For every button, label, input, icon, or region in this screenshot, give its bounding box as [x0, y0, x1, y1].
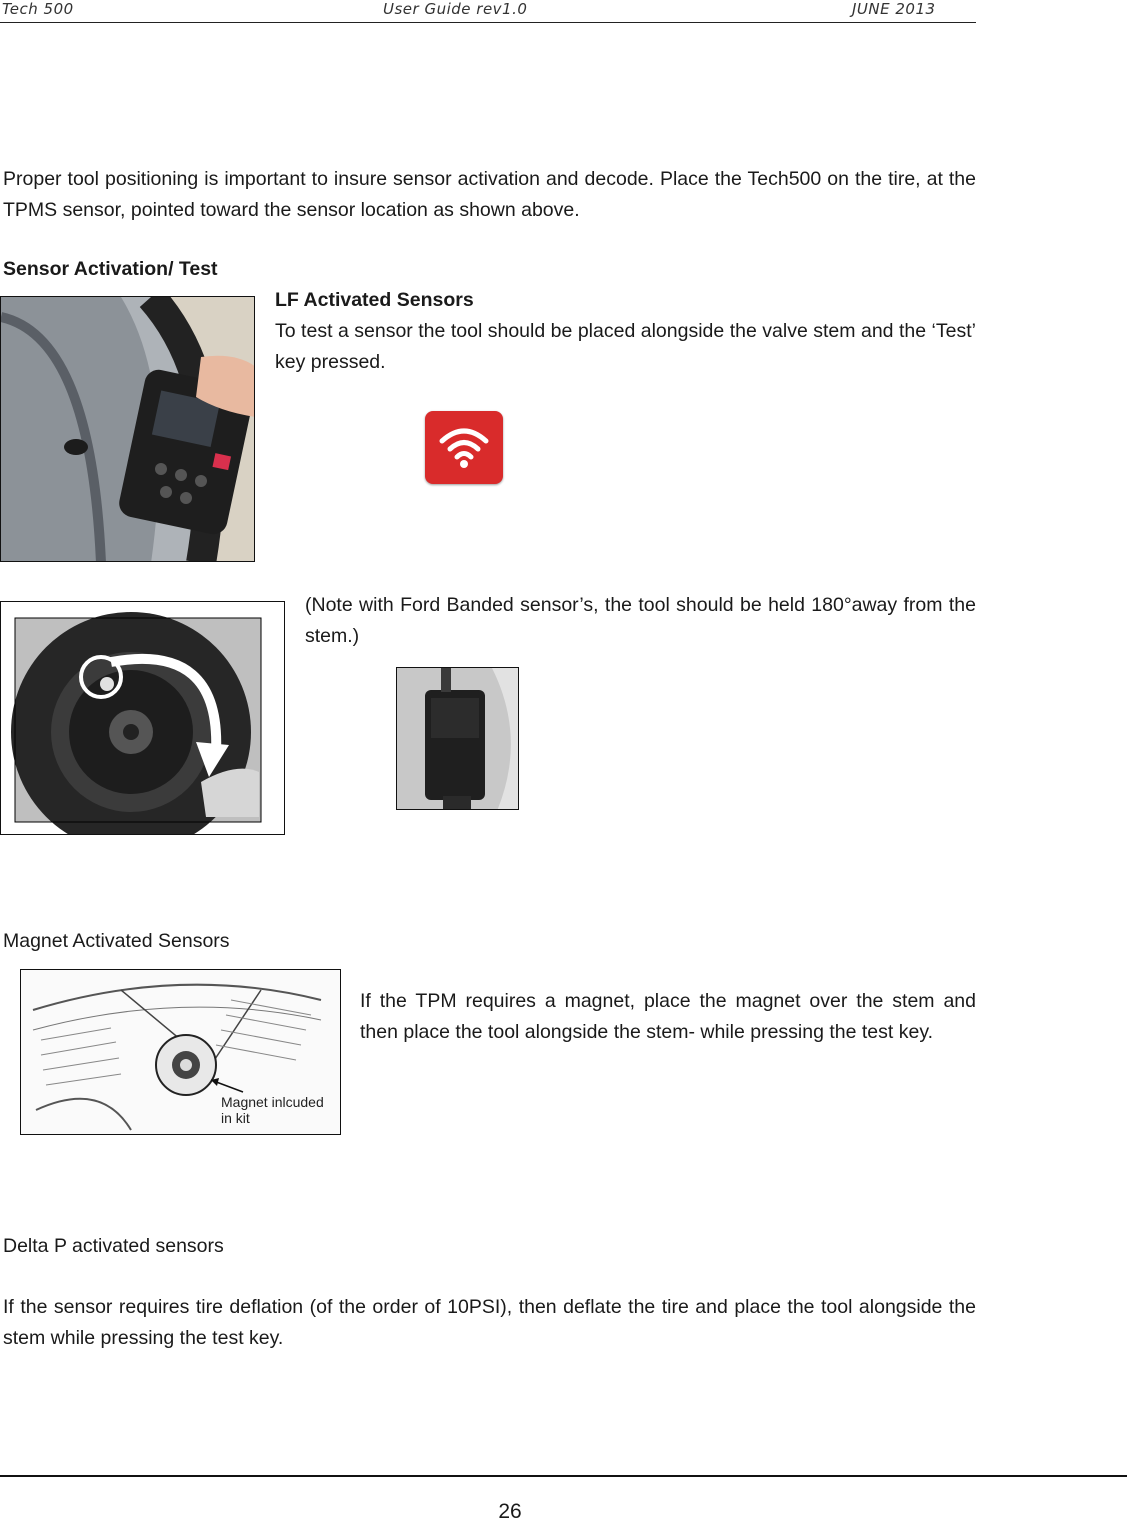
tool-at-valve-stem-photo: [0, 296, 255, 562]
test-key-button-image: [425, 411, 503, 484]
lf-activated-text: To test a sensor the tool should be placed alongside the valve stem and the ‘Test’ key pressed.: [275, 320, 976, 373]
magnet-caption-line1: Magnet inlcuded: [221, 1094, 324, 1110]
header-left: Tech 500: [2, 0, 74, 18]
page-number: 26: [498, 1500, 522, 1523]
delta-p-text: If the sensor requires tire deflation (of the order of 10PSI), then deflate the tire and place the tool alongside the stem while pressing the test key.: [3, 1296, 976, 1349]
magnet-activated-text: If the TPM requires a magnet, place the magnet over the stem and then place the tool alongside the stem- while pressing the test key.: [360, 990, 976, 1043]
banded-sensor-illustration: [397, 668, 519, 810]
banded-sensor-photo: [396, 667, 519, 810]
tire-rotation-illustration: [1, 602, 285, 835]
magnet-diagram-illustration: [21, 970, 341, 1135]
header-right: JUNE 2013: [852, 0, 936, 18]
magnet-activated-title: Magnet Activated Sensors: [3, 930, 230, 952]
magnet-caption-line2: in kit: [221, 1110, 250, 1126]
ford-banded-note: (Note with Ford Banded sensor’s, the tool should be held 180°away from the stem.): [305, 594, 976, 647]
delta-p-title: Delta P activated sensors: [3, 1235, 224, 1257]
wifi-signal-icon: [425, 411, 503, 484]
header-center: User Guide rev1.0: [383, 0, 528, 18]
intro-paragraph: Proper tool positioning is important to insure sensor activation and decode. Place the Tech500 on the tire, at the TPMS sensor, pointed toward the sensor location as shown above.: [3, 168, 976, 221]
section-title-sensor-activation: Sensor Activation/ Test: [3, 258, 218, 280]
lf-activated-title: LF Activated Sensors: [275, 289, 474, 311]
ford-banded-tire-photo: [0, 601, 285, 835]
header-divider: [0, 22, 976, 23]
tool-at-valve-stem-illustration: [1, 297, 255, 562]
footer-divider: [0, 1475, 1127, 1477]
magnet-in-kit-diagram: [20, 969, 341, 1135]
